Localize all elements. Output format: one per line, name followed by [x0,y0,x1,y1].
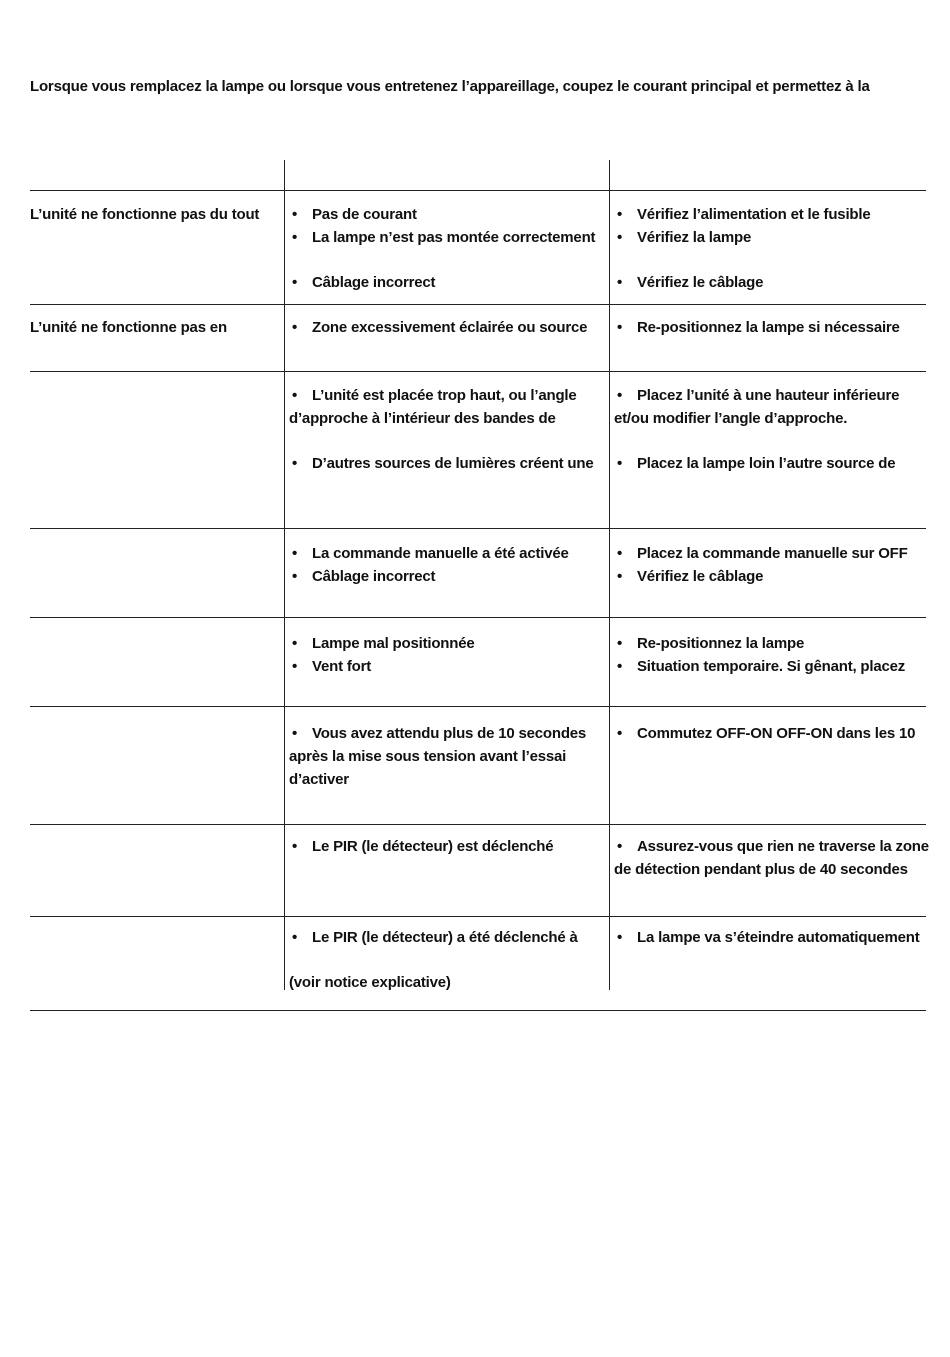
cause-cell [289,316,607,339]
cause-item: • Pas de courant [292,206,417,223]
cause-item: • La lampe n’est pas montée correctement [292,229,596,246]
cause-continuation: d’approche à l’intérieur des bandes de [289,410,556,427]
cause-continuation: après la mise sous tension avant l’essai [289,748,567,765]
cause-item: • Câblage incorrect [292,568,436,585]
solution-item: • Placez l’unité à une hauteur inférieure [617,387,900,404]
symptom-cell: L’unité ne fonctionne pas en [30,319,227,336]
solution-cell [614,316,932,339]
solution-cell [614,632,932,678]
solution-item: • Commutez OFF-ON OFF-ON dans les 10 [617,725,916,742]
cause-cell [289,835,607,858]
cause-cell [289,203,607,294]
row-divider [30,706,926,707]
solution-cell [614,835,932,881]
column-divider-2 [609,160,610,990]
solution-cell [614,722,932,745]
solution-cell [614,384,932,475]
solution-item: • Vérifiez la lampe [617,229,752,246]
solution-cell [614,203,932,294]
solution-item: • Placez la commande manuelle sur OFF [617,545,908,562]
solution-item: • Placez la lampe loin l’autre source de [617,455,896,472]
solution-cell [614,542,932,588]
cause-cell [289,542,607,588]
cause-item: • Zone excessivement éclairée ou source [292,319,588,336]
solution-item: • Re-positionnez la lampe [617,635,805,652]
solution-cell [614,926,932,949]
cause-continuation: d’activer [289,771,349,788]
cause-cell [289,926,607,994]
solution-item: • La lampe va s’éteindre automatiquement [617,929,920,946]
solution-item: • Vérifiez le câblage [617,568,764,585]
solution-continuation: de détection pendant plus de 40 secondes [614,861,908,878]
cause-item: • Le PIR (le détecteur) est déclenché [292,838,554,855]
cause-item: • D’autres sources de lumières créent une [292,455,594,472]
cause-item: • L’unité est placée trop haut, ou l’angle [292,387,577,404]
solution-item: • Vérifiez l’alimentation et le fusible [617,206,871,223]
cause-cell [289,632,607,678]
table-header-line [30,190,926,191]
solution-item: • Assurez-vous que rien ne traverse la zone [617,838,929,855]
row-divider [30,916,926,917]
cause-cell [289,722,607,791]
row-divider [30,304,926,305]
cause-item: • Le PIR (le détecteur) a été déclenché à [292,929,578,946]
cause-continuation: (voir notice explicative) [289,974,451,991]
solution-continuation: et/ou modifier l’angle d’approche. [614,410,848,427]
cause-item: • La commande manuelle a été activée [292,545,569,562]
cause-item: • Vent fort [292,658,372,675]
table-bottom-line [30,1010,926,1011]
cause-item: • Vous avez attendu plus de 10 secondes [292,725,587,742]
cause-item: • Lampe mal positionnée [292,635,475,652]
row-divider [30,824,926,825]
row-divider [30,617,926,618]
cause-item: • Câblage incorrect [292,274,436,291]
intro-text: Lorsque vous remplacez la lampe ou lorsque vous entretenez l’appareillage, coupez le courant principal et permettez à la [30,78,870,95]
symptom-cell: L’unité ne fonctionne pas du tout [30,206,260,223]
cause-cell [289,384,607,475]
column-divider-1 [284,160,285,990]
solution-item: • Re-positionnez la lampe si nécessaire [617,319,900,336]
row-divider [30,371,926,372]
solution-item: • Situation temporaire. Si gênant, placez [617,658,906,675]
solution-item: • Vérifiez le câblage [617,274,764,291]
row-divider [30,528,926,529]
